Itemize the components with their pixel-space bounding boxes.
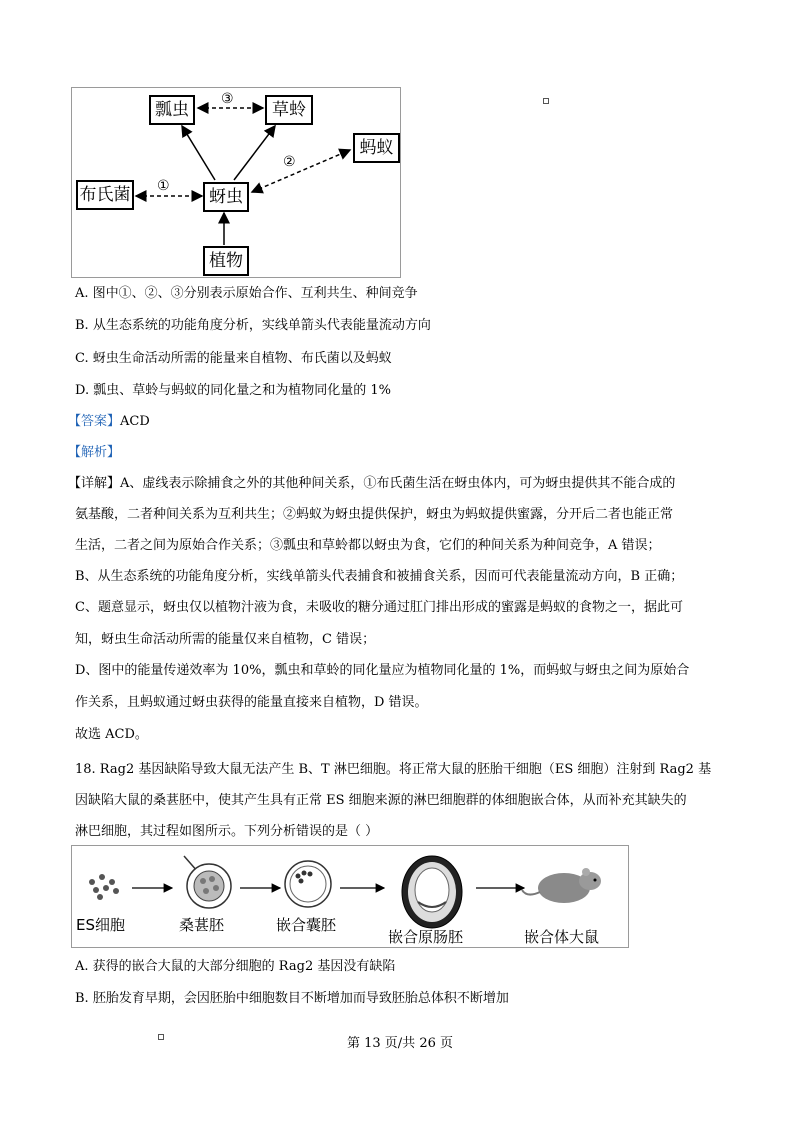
stage-label-gastrula: 嵌合原肠胚 [388,928,464,946]
chimera-process-diagram [71,845,629,948]
label-2: ② [283,154,296,170]
detail-line-6: D、图中的能量传递效率为 10%，瓢虫和草蛉的同化量应为植物同化量的 1%，而蚂蚁与蚜虫之间为原始合 [75,663,690,678]
detail-line-2: 生活，二者之间为原始合作关系；③瓢虫和草蛉都以蚜虫为食，它们的种间关系为种间竞争，A 错误； [75,538,661,553]
node-brucella: 布氏菌 [76,180,134,210]
label-3: ③ [221,91,234,107]
detail-line-1: 氨基酸，二者种间关系为互利共生；②蚂蚁为蚜虫提供保护，蚜虫为蚂蚁提供蜜露，分开后二者也能正常 [75,507,674,522]
page-marker [543,98,549,104]
food-web-diagram [71,87,401,278]
node-ant: 蚂蚁 [353,133,400,163]
dashed-aphid-ant [252,150,350,192]
answer-tag: 【答案】 [68,414,121,429]
q17-conclusion: 故选 ACD。 [75,727,148,742]
page-footer: 第 13 页/共 26 页 [347,1036,453,1051]
node-ladybug: 瓢虫 [149,95,195,125]
q17-option-a: A. 图中①、②、③分别表示原始合作、互利共生、种间竞争 [75,286,418,301]
q18-stem-0: 18. Rag2 基因缺陷导致大鼠无法产生 B、T 淋巴细胞。将正常大鼠的胚胎干细胞（ES 细胞）注射到 Rag2 基 [75,762,712,777]
gastrula-icon [402,856,462,928]
q17-answer [68,411,150,433]
stage-label-es: ES细胞 [76,916,125,934]
detail-line-0 [68,473,675,495]
q17-option-d: D. 瓢虫、草蛉与蚂蚁的同化量之和为植物同化量的 1% [75,383,391,398]
q17-option-c: C. 蚜虫生命活动所需的能量来自植物、布氏菌以及蚂蚁 [75,351,392,366]
stage-label-rat: 嵌合体大鼠 [524,928,600,946]
es-cells-icon [89,874,119,900]
detail-line-4: C、题意显示，蚜虫仅以植物汁液为食，未吸收的糖分通过肛门排出形成的蜜露是蚂蚁的食物之一，据此可 [75,600,683,615]
q17-option-b: B. 从生态系统的功能角度分析，实线单箭头代表能量流动方向 [75,318,431,333]
q18-option-a: A. 获得的嵌合大鼠的大部分细胞的 Rag2 基因没有缺陷 [75,959,396,974]
analysis-tag: 【解析】 [68,445,121,460]
q18-stem-2: 淋巴细胞，其过程如图所示。下列分析错误的是（ ） [75,824,379,839]
label-1: ① [157,178,170,194]
arrow-aphid-to-lacewing [234,126,275,180]
detail-tag: 【详解】 [68,476,121,491]
stage-label-blastocyst: 嵌合囊胚 [276,916,337,934]
blastocyst-icon [285,861,331,907]
detail-line-3: B、从生态系统的功能角度分析，实线单箭头代表捕食和被捕食关系，因而可代表能量流动方向，B 正确； [75,569,684,584]
morula-icon [184,856,231,908]
arrow-aphid-to-ladybug [182,126,215,180]
q18-stem-1: 因缺陷大鼠的桑葚胚中，使其产生具有正常 ES 细胞来源的淋巴细胞群的体细胞嵌合体，从而补充其缺失的 [75,793,687,808]
node-plant: 植物 [203,246,249,276]
detail-text-0: A、虚线表示除捕食之外的其他种间关系，①布氏菌生活在蚜虫体内，可为蚜虫提供其不能合成的 [120,476,676,491]
detail-line-7: 作关系，且蚂蚁通过蚜虫获得的能量直接来自植物，D 错误。 [75,695,428,710]
detail-line-5: 知，蚜虫生命活动所需的能量仅来自植物，C 错误； [75,632,376,647]
stage-label-morula: 桑葚胚 [179,916,225,934]
answer-value: ACD [120,414,150,429]
rat-icon [522,868,601,903]
node-aphid: 蚜虫 [203,182,249,212]
q18-option-b: B. 胚胎发育早期，会因胚胎中细胞数目不断增加而导致胚胎总体积不断增加 [75,991,509,1006]
node-lacewing: 草蛉 [265,95,313,125]
